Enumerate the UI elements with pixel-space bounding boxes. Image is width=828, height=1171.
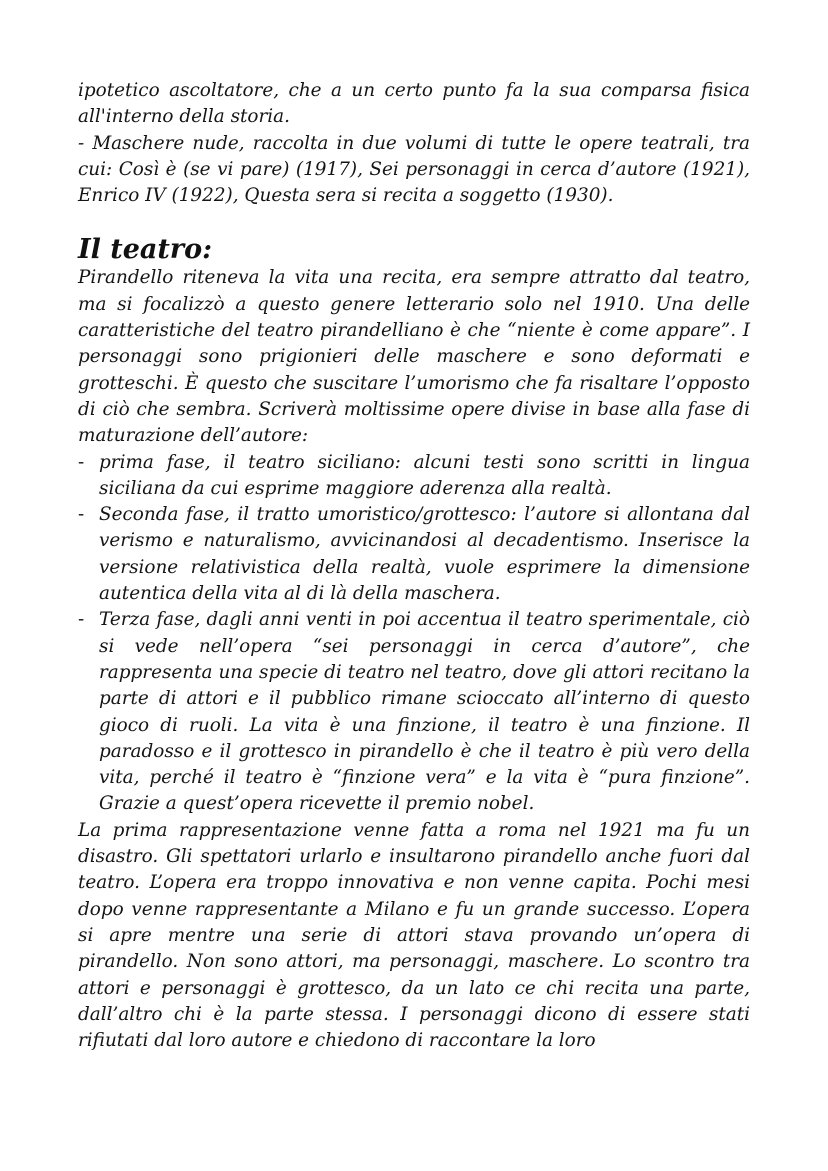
section-intro-paragraph: Pirandello riteneva la vita una recita, era sempre attratto dal teatro, ma si focalizzò a questo genere letterario solo nel 1910. Una delle caratteristiche del teatro pirandelliano è che “niente è come appare”. I personaggi sono prigionieri delle maschere e sono deformati e grotteschi. È questo che suscitare l’umorismo che fa risaltare l’opposto di ciò che sembra. Scriverà moltissime opere divise in base alla fase di maturazione dell’autore: xyxy=(78,267,750,447)
list-item-text: Terza fase, dagli anni venti in poi accentua il teatro sperimentale, ciò si vede nell’opera “sei personaggi in cerca d’autore”, che rappresenta una specie di teatro nel teatro, dove gli attori recitano la parte di attori e il pubblico rimane scioccato all’interno di questo gioco di ruoli. La vita è una finzione, il teatro è una finzione. Il paradosso e il grottesco in pirandello è che il teatro è più vero della vita, perché il teatro è “finzione vera” e la vita è “pura finzione”. Grazie a quest’opera ricevette il premio nobel. xyxy=(99,609,750,815)
document-page xyxy=(78,78,750,1054)
phases-list xyxy=(78,450,750,818)
list-item xyxy=(78,450,750,503)
list-item-text: Seconda fase, il tratto umoristico/grottesco: l’autore si allontana dal verismo e naturalismo, avvicinandosi al decadentismo. Inserisce la versione relativistica della realtà, vuole esprimere la dimensione autentica della vita al di là della maschera. xyxy=(99,504,750,605)
bullet-dash: - xyxy=(78,609,85,631)
bullet-dash: - xyxy=(78,451,85,473)
intro-paragraph-continuation: ipotetico ascoltatore, che a un certo punto fa la sua comparsa fisica all'interno della storia. xyxy=(78,80,750,128)
list-item-text: prima fase, il teatro siciliano: alcuni testi sono scritti in lingua siciliana da cui esprime maggiore aderenza alla realtà. xyxy=(99,451,750,499)
works-list-paragraph: - Maschere nude, raccolta in due volumi di tutte le opere teatrali, tra cui: Così è (se vi pare) (1917), Sei personaggi in cerca d’autore (1921), Enrico IV (1922), Questa sera si recita a soggetto (1930). xyxy=(78,132,750,207)
section-heading: Il teatro: xyxy=(78,234,213,266)
list-item xyxy=(78,502,750,607)
list-item xyxy=(78,607,750,817)
bullet-dash: - xyxy=(78,504,85,526)
closing-paragraph: La prima rappresentazione venne fatta a roma nel 1921 ma fu un disastro. Gli spettatori urlarlo e insultarono pirandello anche fuori dal teatro. L’opera era troppo innovativa e non venne capita. Pochi mesi dopo venne rappresentante a Milano e fu un grande successo. L’opera si apre mentre una serie di attori stava provando un’opera di pirandello. Non sono attori, ma personaggi, maschere. Lo scontro tra attori e personaggi è grottesco, da un lato ce chi recita una parte, dall’altro chi è la parte stessa. I personaggi dicono di essere stati rifiutati dal loro autore e chiedono di raccontare la loro xyxy=(78,819,750,1052)
